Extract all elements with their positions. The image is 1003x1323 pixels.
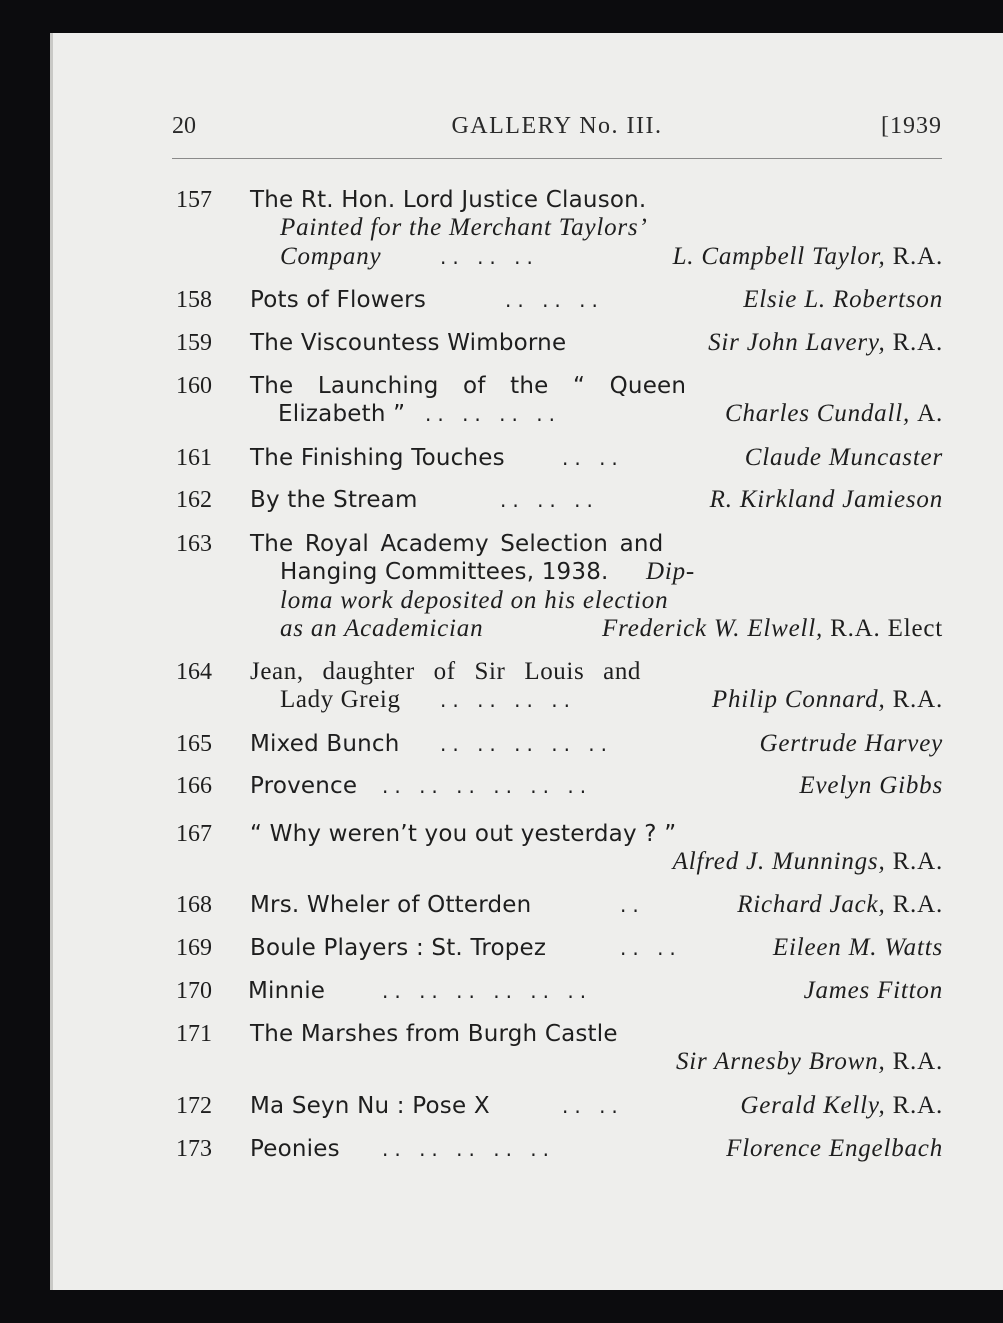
year: [1939 [881,113,942,139]
entry-number: 160 [176,373,212,399]
leader-dots: .. .. [562,1094,624,1118]
entry-title: “ Why weren’t you out yesterday ? ” [250,821,677,847]
entry-title-cont: Lady Greig [280,686,401,713]
entry-number: 157 [176,187,212,213]
entry-note: loma work deposited on his election [280,587,669,614]
leader-dots: .. .. .. [505,288,604,312]
entry-number: 164 [176,659,212,685]
entry-note: Painted for the Merchant Taylors’ [280,214,648,241]
entry-note: Company [280,243,382,270]
entry-title-cont: Hanging Committees, 1938. [280,559,609,585]
entry-artist: Gertrude Harvey [759,730,943,757]
entry-number: 173 [176,1136,212,1162]
entry-number: 161 [176,445,212,471]
entry-number: 169 [176,935,212,961]
entry-artist: Frederick W. Elwell, R.A. Elect [602,615,943,642]
entry-number: 163 [176,531,212,557]
header-rule [172,158,942,159]
entry-number: 171 [176,1021,212,1047]
entry-artist: Sir John Lavery, R.A. [708,329,943,356]
running-head [172,113,942,147]
entry-title: The Marshes from Burgh Castle [250,1021,618,1047]
entry-artist: R. Kirkland Jamieson [709,486,943,513]
entry-artist: Richard Jack, R.A. [737,891,943,918]
entry-title: The Viscountess Wimborne [250,330,567,356]
entry-number: 165 [176,731,212,757]
entry-title: Peonies [250,1136,340,1162]
entry-note: as an Academician [280,615,484,642]
entry-number: 158 [176,287,212,313]
entry-title: Pots of Flowers [250,287,427,313]
entry-artist: L. Campbell Taylor, R.A. [672,243,943,270]
leader-dots: .. .. .. .. [425,402,561,426]
entry-title: The Rt. Hon. Lord Justice Clauson. [250,187,647,213]
entry-artist: Charles Cundall, A. [724,400,943,427]
gallery-title: GALLERY No. III. [451,113,663,139]
entry-title: Minnie [248,978,326,1004]
leader-dots: .. [620,893,645,917]
entry-number: 159 [176,330,212,356]
entry-artist: Claude Muncaster [744,444,943,471]
entry-artist: Philip Connard, R.A. [711,686,943,713]
entry-artist: Evelyn Gibbs [799,772,943,799]
leader-dots: .. .. .. .. [440,688,576,712]
entry-title: The Royal Academy Selection and [250,531,664,557]
entry-artist: Florence Engelbach [726,1135,943,1162]
entry-title-cont: Elizabeth ” [278,401,406,427]
entry-artist: James Fitton [803,977,943,1004]
entry-title: Provence [250,773,358,799]
leader-dots: .. .. .. .. .. [382,1137,556,1161]
entry-number: 168 [176,892,212,918]
entry-artist: Sir Arnesby Brown, R.A. [675,1048,943,1075]
entry-title: Mixed Bunch [250,731,400,757]
entry-artist: Gerald Kelly, R.A. [740,1092,943,1119]
leader-dots: .. .. .. .. .. .. [382,979,593,1003]
leader-dots: .. .. [562,446,624,470]
entry-artist: Elsie L. Robertson [743,286,943,313]
entry-number: 172 [176,1093,212,1119]
leader-dots: .. .. [620,936,682,960]
entry-title: Jean, daughter of Sir Louis and [250,658,642,685]
page-number: 20 [172,113,196,139]
entry-title: The Finishing Touches [250,445,505,471]
leader-dots: .. .. .. .. .. [440,732,614,756]
entry-note: Dip- [646,558,696,585]
entry-title: Boule Players : St. Tropez [250,935,547,961]
entry-title: By the Stream [250,487,418,513]
entry-number: 162 [176,487,212,513]
entry-title: Ma Seyn Nu : Pose X [250,1093,490,1119]
entry-title: Mrs. Wheler of Otterden [250,892,532,918]
leader-dots: .. .. .. .. .. .. [382,774,593,798]
entry-number: 170 [176,978,212,1004]
entry-artist: Alfred J. Munnings, R.A. [672,848,943,875]
entry-number: 167 [176,821,212,847]
entry-title: The Launching of the “ Queen [250,373,687,399]
entry-number: 166 [176,773,212,799]
entry-artist: Eileen M. Watts [772,934,943,961]
leader-dots: .. .. .. [440,245,539,269]
leader-dots: .. .. .. [500,488,599,512]
